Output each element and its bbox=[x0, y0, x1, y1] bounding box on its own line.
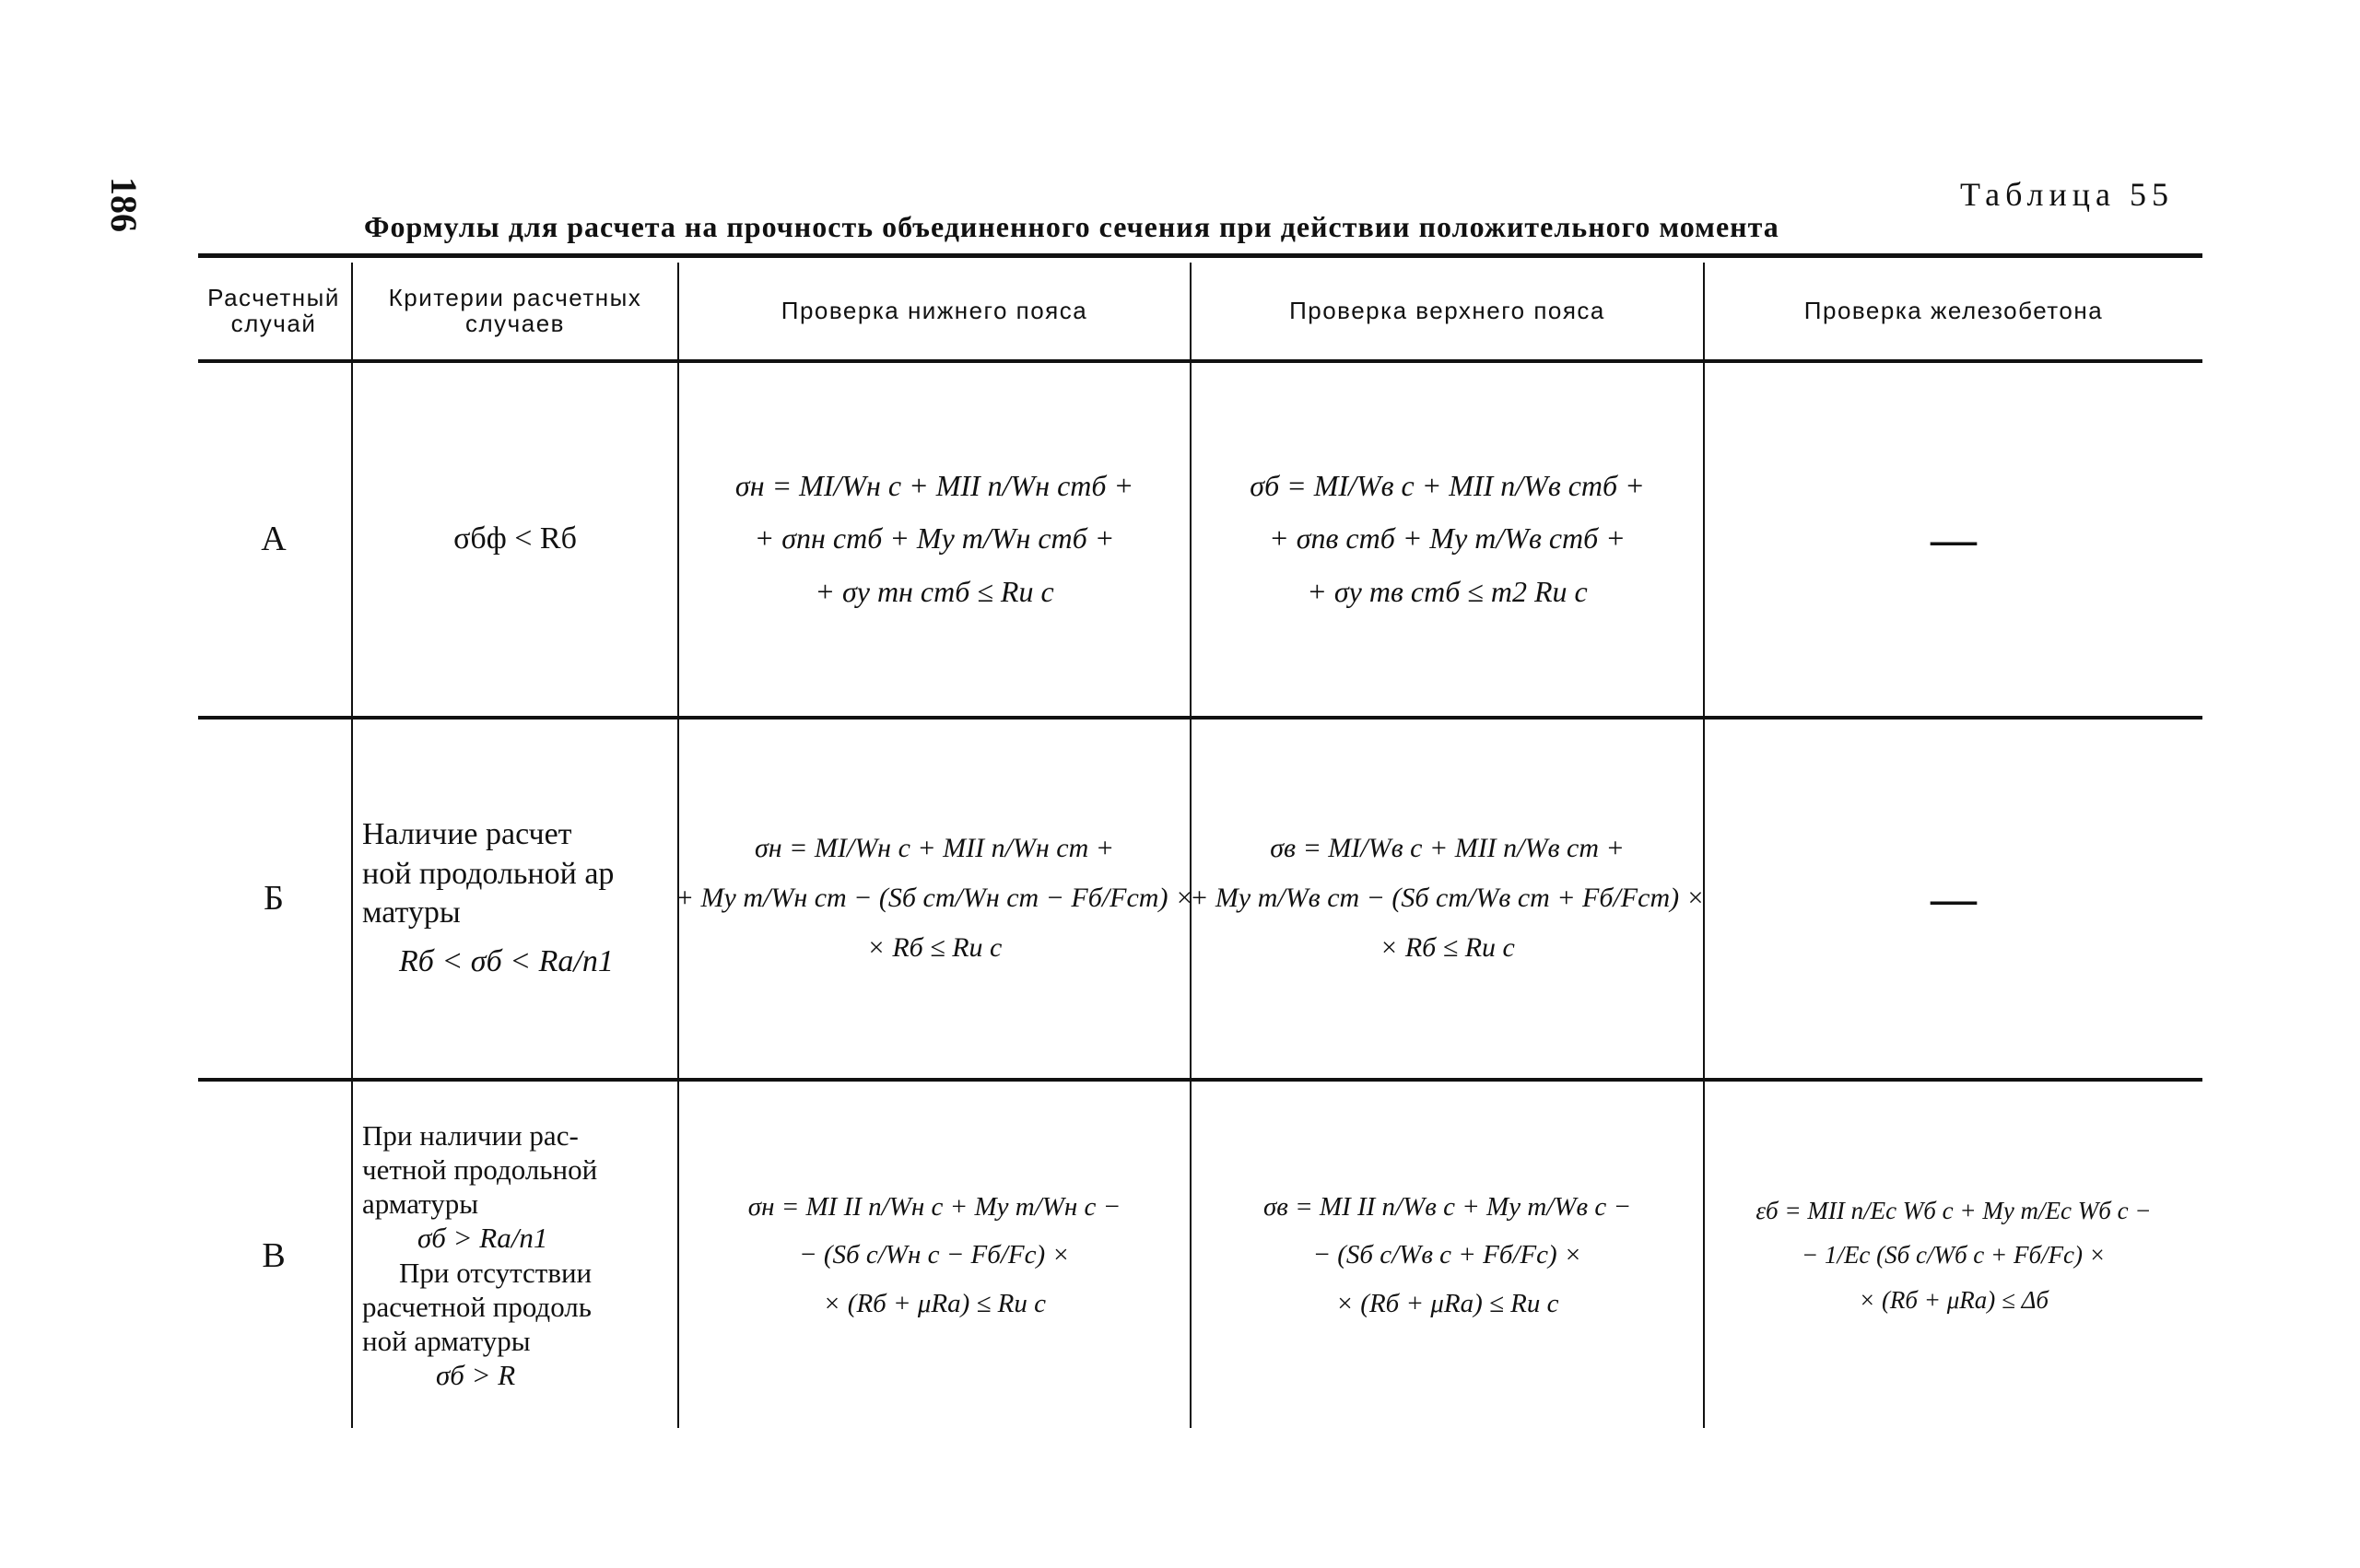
formula-line: × Rб ≤ Rи с bbox=[866, 932, 1003, 963]
header-bottom-flange: Проверка нижнего пояса bbox=[781, 296, 1088, 324]
formula-line: − (Sб с/Wв с + Fб/Fс) × bbox=[1312, 1240, 1582, 1270]
row-b-bottom-formula bbox=[675, 723, 1194, 1073]
table-label: Таблица 55 bbox=[1960, 176, 2174, 213]
formula-line: σв = MI II п/Wв с + Mу т/Wв с − bbox=[1262, 1192, 1632, 1223]
row-b-case bbox=[198, 723, 349, 1073]
empty-dash: — bbox=[1931, 872, 1977, 924]
row-c-concrete-formula bbox=[1707, 1087, 2201, 1423]
formula-line: σн = MI II п/Wн с + Mу т/Wн с − bbox=[747, 1192, 1121, 1223]
header-case: Расчетный случай bbox=[207, 284, 340, 337]
criteria-line: ной продольной ар bbox=[362, 856, 615, 891]
col-rule-3 bbox=[1190, 263, 1192, 1428]
row-b-criteria bbox=[355, 723, 675, 1073]
formula-line: + Mу т/Wв ст − (Sб ст/Wв ст + Fб/Fст) × bbox=[1190, 883, 1705, 913]
formula-table bbox=[198, 253, 2202, 1428]
formula-line: + σпв стб + Mу т/Wв стб + bbox=[1269, 521, 1626, 556]
formula-line: + Mу т/Wн ст − (Sб ст/Wн ст − Fб/Fст) × bbox=[675, 883, 1194, 913]
header-criteria: Критерии расчетных случаев bbox=[388, 284, 642, 337]
rule-row-a bbox=[198, 716, 2202, 720]
formula-line: σв = MI/Wв с + MII п/Wв ст + bbox=[1270, 833, 1625, 863]
row-a-case bbox=[198, 369, 349, 709]
formula-line: + σу тн стб ≤ Rи с bbox=[815, 574, 1054, 608]
criteria-line: σб > Rа/n1 bbox=[417, 1222, 548, 1255]
row-a-concrete bbox=[1707, 369, 2201, 709]
formula-line: × (Rб + μRа) ≤ Δб bbox=[1858, 1285, 2049, 1314]
page-number: 186 bbox=[103, 177, 145, 232]
case-label: А bbox=[261, 520, 287, 558]
criteria-line: σбф < Rб bbox=[453, 521, 577, 556]
formula-line: + σу тв стб ≤ m2 Rи с bbox=[1307, 574, 1588, 608]
criteria-line: При отсутствии bbox=[399, 1256, 593, 1289]
row-c-top-formula bbox=[1193, 1087, 1701, 1423]
row-a-top-formula bbox=[1193, 369, 1701, 709]
row-a-bottom-formula bbox=[681, 369, 1188, 709]
formula-line: + σпн стб + Mу т/Wн стб + bbox=[754, 521, 1115, 556]
rule-row-b bbox=[198, 1078, 2202, 1082]
row-c-bottom-formula bbox=[681, 1087, 1188, 1423]
row-c-case bbox=[198, 1087, 349, 1423]
col-rule-4 bbox=[1703, 263, 1705, 1428]
rule-top bbox=[198, 253, 2202, 258]
criteria-line: σб > R bbox=[436, 1359, 516, 1392]
case-label: В bbox=[262, 1235, 286, 1275]
row-b-concrete bbox=[1707, 723, 2201, 1073]
criteria-line: Наличие расчет bbox=[362, 817, 572, 851]
formula-line: − (Sб с/Wн с − Fб/Fс) × bbox=[799, 1240, 1070, 1270]
criteria-line: Rб < σб < Rа/n1 bbox=[399, 943, 614, 978]
row-c-criteria bbox=[355, 1087, 679, 1423]
formula-line: σб = MI/Wв с + MII п/Wв стб + bbox=[1250, 468, 1645, 502]
empty-dash: — bbox=[1931, 513, 1977, 565]
criteria-line: четной продольной bbox=[362, 1153, 598, 1186]
criteria-line: ной арматуры bbox=[362, 1324, 531, 1357]
criteria-line: арматуры bbox=[362, 1188, 479, 1221]
formula-line: σн = MI/Wн с + MII п/Wн ст + bbox=[754, 833, 1115, 863]
formula-line: × (Rб + μRа) ≤ Rи с bbox=[1335, 1288, 1559, 1318]
case-label: Б bbox=[264, 879, 284, 918]
header-concrete: Проверка железобетона bbox=[1803, 296, 2104, 324]
criteria-line: При наличии рас- bbox=[362, 1118, 579, 1152]
header-top-flange: Проверка верхнего пояса bbox=[1289, 296, 1605, 324]
row-b-top-formula bbox=[1190, 723, 1705, 1073]
formula-line: − 1/Eс (Sб с/Wб с + Fб/Fс) × bbox=[1801, 1241, 2107, 1270]
criteria-line: матуры bbox=[362, 895, 461, 930]
row-a-criteria bbox=[355, 369, 675, 709]
table-caption: Формулы для расчета на прочность объединенного сечения при действии положительного момента bbox=[364, 210, 1779, 243]
rule-header bbox=[198, 359, 2202, 363]
criteria-line: расчетной продоль bbox=[362, 1290, 592, 1323]
formula-line: εб = MII п/Eс Wб с + Mу т/Eс Wб с − bbox=[1755, 1196, 2152, 1224]
formula-line: σн = MI/Wн с + MII п/Wн стб + bbox=[734, 468, 1134, 502]
formula-line: × (Rб + μRа) ≤ Rи с bbox=[822, 1288, 1047, 1318]
col-rule-1 bbox=[351, 263, 353, 1428]
formula-line: × Rб ≤ Rи с bbox=[1380, 932, 1515, 963]
